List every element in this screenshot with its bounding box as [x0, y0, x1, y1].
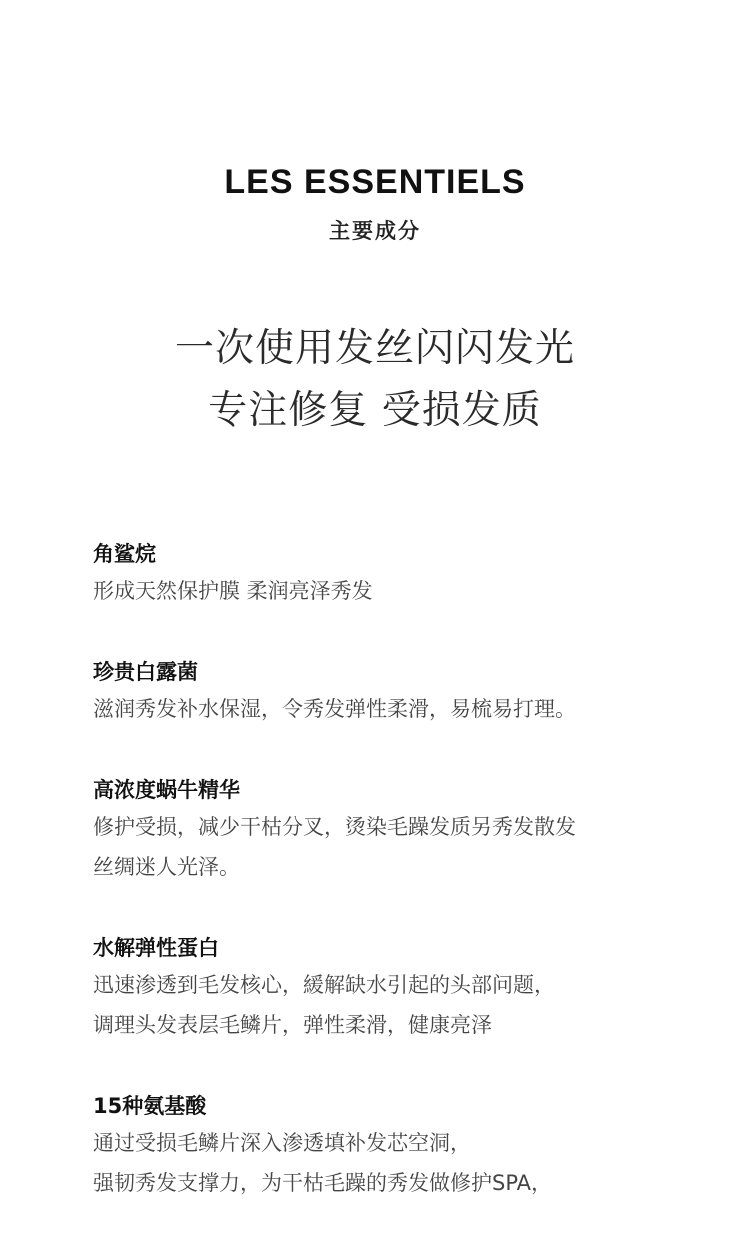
tagline-line-1: 一次使用发丝闪闪发光: [174, 326, 575, 371]
ingredient-item: [93, 773, 693, 887]
tagline: [0, 318, 750, 442]
ingredient-item: [93, 931, 693, 1045]
ingredient-desc: 迅速渗透到毛发核心，緩解缺水引起的头部问题，: [93, 973, 555, 997]
ingredient-desc: 强韧秀发支撑力，为干枯毛躁的秀发做修护SPA，: [93, 1171, 553, 1195]
ingredient-desc: 滋润秀发补水保湿，令秀发弹性柔滑，易梳易打理。: [93, 697, 576, 721]
ingredient-item: [93, 537, 693, 611]
ingredient-name: 角鲨烷: [93, 542, 156, 566]
ingredient-name: 珍贵白露菌: [93, 660, 198, 684]
ingredient-desc: 通过受损毛鳞片深入渗透填补发芯空洞，: [93, 1131, 471, 1155]
tagline-line-2: 专注修复 受损发质: [208, 388, 542, 433]
section-subtitle: 主要成分: [329, 219, 421, 243]
ingredient-desc: 丝绸迷人光泽。: [93, 855, 240, 879]
ingredient-desc: 调理头发表层毛鳞片，弹性柔滑，健康亮泽: [93, 1013, 492, 1037]
ingredient-name: 水解弹性蛋白: [93, 936, 219, 960]
ingredient-name: 15种氨基酸: [93, 1094, 207, 1118]
header: [0, 160, 750, 246]
brand-title: LES ESSENTIELS: [224, 163, 526, 201]
ingredient-desc: 修护受损，减少干枯分叉，烫染毛躁发质另秀发散发: [93, 815, 576, 839]
ingredient-item: [93, 655, 693, 729]
ingredient-name: 高浓度蜗牛精华: [93, 778, 240, 802]
ingredient-desc: 形成天然保护膜 柔润亮泽秀发: [93, 579, 373, 603]
ingredient-list: [93, 537, 693, 1247]
ingredient-item: [93, 1089, 693, 1203]
